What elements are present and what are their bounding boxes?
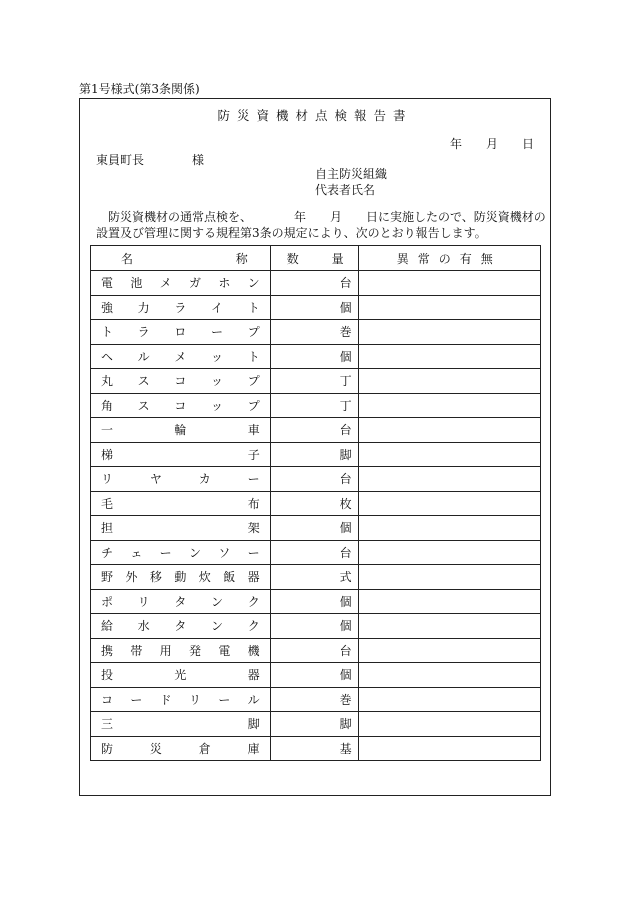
quantity-cell[interactable] bbox=[270, 295, 358, 320]
item-name-cell bbox=[91, 393, 271, 418]
unit-label: 台 bbox=[339, 643, 352, 658]
remarks-cell[interactable] bbox=[358, 712, 540, 737]
quantity-cell[interactable] bbox=[270, 516, 358, 541]
addressee-line: 東員町長 様 bbox=[96, 153, 205, 167]
unit-label: 枚 bbox=[339, 496, 352, 511]
table-row bbox=[91, 736, 541, 761]
item-name-cell bbox=[91, 663, 271, 688]
unit-label: 個 bbox=[339, 619, 352, 634]
quantity-cell[interactable] bbox=[270, 589, 358, 614]
quantity-cell[interactable] bbox=[270, 344, 358, 369]
quantity-cell[interactable] bbox=[270, 271, 358, 296]
header-name-char-1: 名 bbox=[121, 251, 134, 266]
item-name: ポ リ タ ン ク bbox=[101, 594, 260, 609]
table-row bbox=[91, 712, 541, 737]
remarks-cell[interactable] bbox=[358, 467, 540, 492]
quantity-cell[interactable] bbox=[270, 442, 358, 467]
unit-label: 巻 bbox=[339, 692, 352, 707]
remarks-cell[interactable] bbox=[358, 491, 540, 516]
quantity-cell[interactable] bbox=[270, 687, 358, 712]
remarks-cell[interactable] bbox=[358, 687, 540, 712]
unit-label: 個 bbox=[339, 668, 352, 683]
item-name-cell bbox=[91, 687, 271, 712]
header-quantity bbox=[270, 246, 358, 271]
table-row bbox=[91, 369, 541, 394]
item-name-cell bbox=[91, 467, 271, 492]
quantity-cell[interactable] bbox=[270, 638, 358, 663]
table-row bbox=[91, 589, 541, 614]
item-name-cell bbox=[91, 736, 271, 761]
header-name-char-2: 称 bbox=[235, 251, 248, 266]
unit-label: 個 bbox=[339, 594, 352, 609]
quantity-cell[interactable] bbox=[270, 614, 358, 639]
table-row bbox=[91, 565, 541, 590]
item-name: チ ェ ー ン ソ ー bbox=[101, 545, 260, 560]
remarks-cell[interactable] bbox=[358, 271, 540, 296]
item-name-cell bbox=[91, 295, 271, 320]
item-name-cell bbox=[91, 712, 271, 737]
unit-label: 台 bbox=[339, 472, 352, 487]
table-row bbox=[91, 638, 541, 663]
table-row bbox=[91, 393, 541, 418]
unit-label: 台 bbox=[339, 276, 352, 291]
table-row bbox=[91, 344, 541, 369]
item-name: 強 力 ラ イ ト bbox=[101, 300, 260, 315]
item-name: 角 ス コ ッ プ bbox=[101, 398, 260, 413]
quantity-cell[interactable] bbox=[270, 663, 358, 688]
remarks-cell[interactable] bbox=[358, 418, 540, 443]
remarks-cell[interactable] bbox=[358, 736, 540, 761]
item-name: 投 光 器 bbox=[101, 668, 260, 683]
item-name: コ ー ド リ ー ル bbox=[101, 692, 260, 707]
item-name-cell bbox=[91, 369, 271, 394]
item-name-cell bbox=[91, 614, 271, 639]
table-row bbox=[91, 687, 541, 712]
header-name bbox=[91, 246, 271, 271]
item-name: 携 帯 用 発 電 機 bbox=[101, 643, 260, 658]
remarks-cell[interactable] bbox=[358, 442, 540, 467]
representative-name-label: 代表者氏名 bbox=[315, 183, 376, 197]
remarks-cell[interactable] bbox=[358, 516, 540, 541]
table-row bbox=[91, 516, 541, 541]
remarks-cell[interactable] bbox=[358, 589, 540, 614]
unit-label: 丁 bbox=[339, 398, 352, 413]
header-remarks bbox=[358, 246, 540, 271]
quantity-cell[interactable] bbox=[270, 565, 358, 590]
remarks-cell[interactable] bbox=[358, 295, 540, 320]
quantity-cell[interactable] bbox=[270, 736, 358, 761]
item-name-cell bbox=[91, 491, 271, 516]
remarks-cell[interactable] bbox=[358, 369, 540, 394]
item-name-cell bbox=[91, 638, 271, 663]
remarks-cell[interactable] bbox=[358, 540, 540, 565]
unit-label: 個 bbox=[339, 349, 352, 364]
quantity-cell[interactable] bbox=[270, 369, 358, 394]
remarks-cell[interactable] bbox=[358, 565, 540, 590]
table-header-row bbox=[91, 246, 541, 271]
unit-label: 式 bbox=[339, 570, 352, 585]
remarks-cell[interactable] bbox=[358, 344, 540, 369]
equipment-table bbox=[90, 245, 541, 761]
organization-label: 自主防災組織 bbox=[315, 167, 388, 181]
remarks-cell[interactable] bbox=[358, 614, 540, 639]
item-name-cell bbox=[91, 344, 271, 369]
item-name: 給 水 タ ン ク bbox=[101, 619, 260, 634]
item-name: 毛 布 bbox=[101, 496, 260, 511]
table-row bbox=[91, 663, 541, 688]
table-row bbox=[91, 271, 541, 296]
table-row bbox=[91, 467, 541, 492]
remarks-cell[interactable] bbox=[358, 393, 540, 418]
item-name-cell bbox=[91, 540, 271, 565]
date-line[interactable]: 年 月 日 bbox=[449, 137, 534, 151]
item-name: 野 外 移 動 炊 飯 器 bbox=[101, 570, 260, 585]
item-name: ト ラ ロ ー プ bbox=[101, 325, 260, 340]
unit-label: 脚 bbox=[339, 717, 352, 732]
item-name: 担 架 bbox=[101, 521, 260, 536]
item-name: リ ヤ カ ー bbox=[101, 472, 260, 487]
table-row bbox=[91, 491, 541, 516]
quantity-cell[interactable] bbox=[270, 418, 358, 443]
report-form-frame bbox=[79, 98, 551, 796]
header-qty-char-1: 数 bbox=[286, 251, 299, 266]
quantity-cell[interactable] bbox=[270, 393, 358, 418]
unit-label: 個 bbox=[339, 521, 352, 536]
unit-label: 台 bbox=[339, 545, 352, 560]
form-number-label: 第1号様式(第3条関係) bbox=[79, 82, 200, 96]
item-name-cell bbox=[91, 565, 271, 590]
item-name: 三 脚 bbox=[101, 717, 260, 732]
report-body-text: 防災資機材の通常点検を、 年 月 日に実施したので、防災資機材の設置及び管理に関する規程第3条の規定により、次のとおり報告します。 bbox=[96, 210, 546, 240]
quantity-cell[interactable] bbox=[270, 540, 358, 565]
page-title: 防災資機材点検報告書 bbox=[217, 108, 413, 123]
item-name-cell bbox=[91, 589, 271, 614]
unit-label: 台 bbox=[339, 423, 352, 438]
item-name-cell bbox=[91, 271, 271, 296]
item-name-cell bbox=[91, 320, 271, 345]
header-remarks-label: 異常の有無 bbox=[396, 251, 502, 266]
remarks-cell[interactable] bbox=[358, 320, 540, 345]
item-name-cell bbox=[91, 418, 271, 443]
item-name: 一 輪 車 bbox=[101, 423, 260, 438]
unit-label: 巻 bbox=[339, 325, 352, 340]
item-name-cell bbox=[91, 442, 271, 467]
quantity-cell[interactable] bbox=[270, 712, 358, 737]
item-name: 丸 ス コ ッ プ bbox=[101, 374, 260, 389]
quantity-cell[interactable] bbox=[270, 491, 358, 516]
quantity-cell[interactable] bbox=[270, 467, 358, 492]
table-row bbox=[91, 442, 541, 467]
table-row bbox=[91, 295, 541, 320]
table-row bbox=[91, 540, 541, 565]
item-name: 梯 子 bbox=[101, 447, 260, 462]
table-row bbox=[91, 320, 541, 345]
item-name-cell bbox=[91, 516, 271, 541]
item-name: 防 災 倉 庫 bbox=[101, 741, 260, 756]
quantity-cell[interactable] bbox=[270, 320, 358, 345]
unit-label: 基 bbox=[339, 741, 352, 756]
remarks-cell[interactable] bbox=[358, 638, 540, 663]
header-qty-char-2: 量 bbox=[331, 251, 344, 266]
unit-label: 脚 bbox=[339, 447, 352, 462]
item-name: ヘ ル メ ッ ト bbox=[101, 349, 260, 364]
item-name: 電 池 メ ガ ホ ン bbox=[101, 276, 260, 291]
table-row bbox=[91, 614, 541, 639]
unit-label: 個 bbox=[339, 300, 352, 315]
unit-label: 丁 bbox=[339, 374, 352, 389]
remarks-cell[interactable] bbox=[358, 663, 540, 688]
table-row bbox=[91, 418, 541, 443]
